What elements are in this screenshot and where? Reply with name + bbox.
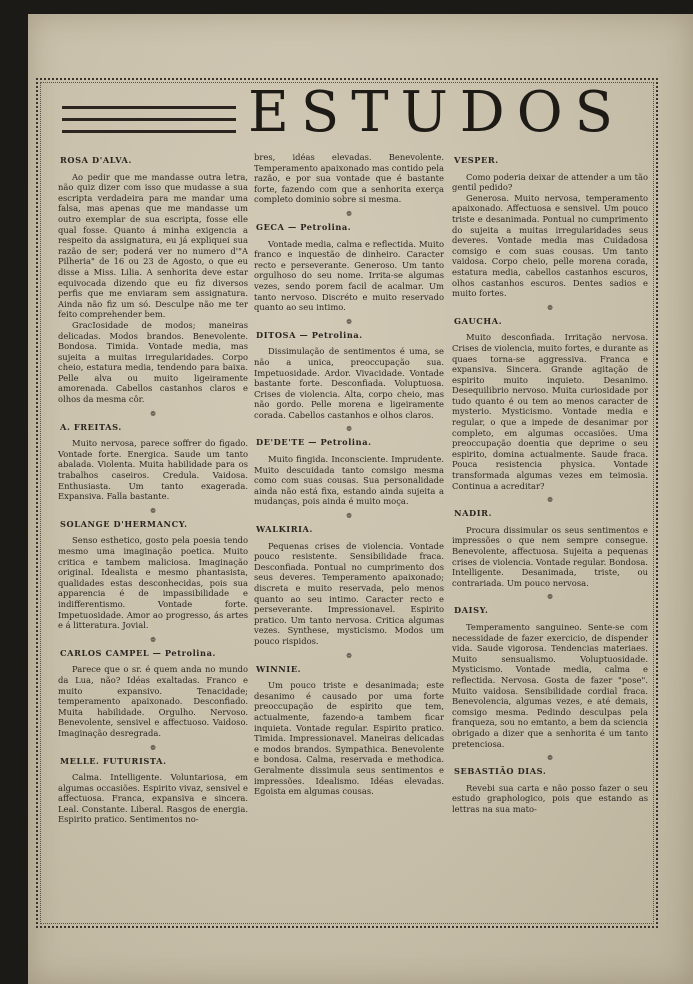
page-title: ESTUDOS (248, 80, 625, 145)
ornament-icon: ❁ (346, 425, 352, 434)
entry-paragraph: Generosa. Muito nervosa, temperamento apaixonado. Affectuosa e sensivel. Um pouco triste e desanimada. Pontual no cumprimento do sujeita a muitas irregularidades seus deveres. Vontade media mas Cuidadosa comsigo e com suas cousas. Um tanto vaidosa. Corpo cheio, pelle morena corada, estatura media, cabellos castanhos escuros, olhos castanhos escuros. Dentes sadios e muito fortes. (452, 192, 648, 299)
entry-heading: DITOSA — Petrolina. (256, 329, 363, 340)
column-1 (58, 152, 248, 922)
handwriting-study-entry (452, 605, 648, 749)
entry-heading: NADIR. (454, 508, 493, 519)
handwriting-study-entry (452, 316, 648, 492)
handwriting-study-entry (452, 766, 648, 814)
entry-heading: SOLANGE D'HERMANCY. (60, 518, 188, 529)
ornament-icon: ❁ (150, 409, 156, 418)
entry-paragraph: Senso esthetico, gosto pela poesia tendo mesmo uma imaginação poetica. Muito critica e tambem maliciosa. Imaginação original. Idealista e mesmo phantasista, qualidades estas desconhecidas, pois sua apparencia é de impassibilidade e indifferentismo. Vontade forte. Impetuosidade. Amor ao progresso, ás artes e á litteratura. Jovial. (58, 535, 248, 631)
entry-paragraph: Muito desconfiada. Irritação nervosa. Crises de violencia, muito fortes, e durante as quaes torna-se aggressiva. Franca e expansiva. Sincera. Grande agitação de espirito muito inquieto. Desanimo. Desequilibrio nervoso. Muita curiosidade por tudo quanto é ou tem ao menos caracter de mysterio. Mysticismo. Vontade media e regular, o que a impede de desanimar por completo, em algumas occasiões. Uma preoccupação doentia que deprime o seu espirito, domina actualmente. Saude fraca. Pouca resistencia physica. Vontade transformada algumas vezes em teimosia. Continua a acreditar? (452, 332, 648, 491)
entry-paragraph: Vontade media, calma e reflectida. Muito franco e inquestão de dinheiro. Caracter recto e perseverante. Generoso. Um tanto orgulhoso do seu nome. Irrita-se algumas vezes, sendo porem facil de acalmar. Um tanto nervoso. Discréto e muito reservado quanto ao seu intimo. (254, 238, 444, 313)
handwriting-study-entry (58, 422, 248, 502)
entry-paragraph: bres, idéas elevadas. Benevolente. Temperamento apaixonado mas contido pela razão, e por sua vontade que é bastante forte, fazendo com que a senhorita exerça completo dominio sobre si mesma. (254, 152, 444, 205)
ornament-icon: ❁ (346, 317, 352, 326)
entry-heading: GECA — Petrolina. (256, 221, 352, 232)
handwriting-study-entry (254, 330, 444, 421)
handwriting-study-entry (254, 222, 444, 313)
entry-heading: A. FREITAS. (60, 421, 122, 432)
handwriting-study-entry (254, 152, 444, 205)
entry-paragraph: Muito fingida. Inconsciente. Imprudente. Muito descuidada tanto comsigo mesma como com suas cousas. Sua personalidade ainda não está fixa, estando ainda sujeita a mudanças, pois ainda é muito moça. (254, 454, 444, 507)
ornament-icon: ❁ (150, 743, 156, 752)
entry-paragraph: Como poderia deixar de attender a um tão gentil pedido? (452, 171, 648, 193)
handwriting-study-entry (254, 664, 444, 797)
column-3 (452, 152, 648, 922)
handwriting-study-entry (452, 508, 648, 588)
handwriting-study-entry (254, 437, 444, 507)
entry-paragraph: Temperamento sanguineo. Sente-se com necessidade de fazer exercicio, de dispender vida. Saude vigorosa. Tendencias materiaes. Muito sensualismo. Voluptuosidade. Mysticismo. Vontade media, calma e reflectida. Nervosa. Gosta de fazer "pose". Muito vaidosa. Sensibilidade cordial fraca. Benevolencia, algumas vezes, e até demais, comsigo mesma. Pedindo desculpas pela franqueza, sou no emtanto, a bem da sciencia obrigado a dizer que a senhorita é um tanto pretenciosa. (452, 621, 648, 749)
ornament-icon: ❁ (547, 303, 553, 312)
title-rule (62, 130, 236, 133)
handwriting-study-entry (58, 155, 248, 405)
handwriting-study-entry (58, 756, 248, 826)
entry-heading: SEBASTIÃO DIAS. (454, 766, 547, 777)
handwriting-study-entry (58, 648, 248, 739)
entry-heading: CARLOS CAMPEL — Petrolina. (60, 647, 216, 658)
entry-paragraph: GracIosidade de modos; maneiras delicadas. Modos brandos. Benevolente. Bondosa. Timida. Vontade media, mas sujeita a muitas irregularidades. Corpo cheio, estatura media, tendendo para baixa. Pelle alva ou muito ligeiramente amorenada. Cabellos castanhos claros e olhos da mesma côr. (58, 319, 248, 405)
entry-heading: GAUCHA. (454, 315, 503, 326)
column-2 (254, 152, 444, 922)
ornament-icon: ❁ (547, 593, 553, 602)
entry-paragraph: Dissimulação de sentimentos é uma, se não a unica, preoccupação sua. Impetuosidade. Ardor. Vivacidade. Vontade bastante forte. Desconfiada. Voluptuosa. Crises de violencia. Alta, corpo cheio, mas não gordo. Pelle morena e ligeiramente corada. Cabellos castanhos e olhos claros. (254, 346, 444, 420)
entry-heading: MELLE. FUTURISTA. (60, 755, 167, 766)
ornament-icon: ❁ (547, 496, 553, 505)
ornament-icon: ❁ (150, 506, 156, 515)
entry-paragraph: Parece que o sr. é quem anda no mundo da Lua, não? Idéas exaltadas. Franco e muito expansivo. Tenacidade; temperamento apaixonado. Desconfiado. Muita habilidade. Orgulho. Nervoso. Benevolente, sensivel e affectuoso. Vaidoso. Imaginação desregrada. (58, 664, 248, 738)
handwriting-study-entry (254, 524, 444, 647)
ornament-icon: ❁ (346, 209, 352, 218)
ornament-icon: ❁ (150, 635, 156, 644)
entry-heading: DAISY. (454, 605, 489, 616)
entry-paragraph: Muito nervosa, parece soffrer do figado. Vontade forte. Energica. Saude um tanto abalada. Violenta. Muita habilidade para os trabalhos caseiros. Credula. Vaidosa. Enthusiasta. Um tanto exagerada. Expansiva. Falla bastante. (58, 438, 248, 502)
ornament-icon: ❁ (346, 512, 352, 521)
entry-heading: DE'DE'TE — Petrolina. (256, 437, 372, 448)
title-rule (62, 106, 236, 109)
entry-paragraph: Ao pedir que me mandasse outra letra, não quiz dizer com isso que mudasse a sua escripta verdadeira para me mandar uma falsa, mas apenas que me mandasse um outro exemplar de sua escripta, fosse elle qual fosse. Quanto á minha exigencia a respeito da assignatura, eu já expliquei sua razão de ser; poderá ver no numero d'"A Pilheria" de 16 ou 23 de Agosto, o que eu disse a Miss. Lilia. A senhorita deve estar equivocada dizendo que eu fiz diversos perfis que me enviaram sem assignatura. Ainda não fiz um só. Desculpe não me ter feito comprehender bem. (58, 171, 248, 320)
title-rule (62, 118, 236, 121)
entry-paragraph: Um pouco triste e desanimada; este desanimo é causado por uma forte preoccupação de espirito que tem, actualmente, fazendo-a tambem ficar inquieta. Vontade regular. Espirito pratico. Timida. Impressionavel. Maneiras delicadas e modos brandos. Sympathica. Benevolente e bondosa. Calma, reservada e methodica. Geralmente dissimula seus sentimentos e impressões. Idealismo. Idéas elevadas. Egoista em algumas cousas. (254, 680, 444, 797)
entry-heading: WINNIE. (256, 663, 302, 674)
entry-heading: VESPER. (454, 155, 499, 165)
entry-heading: WALKIRIA. (256, 524, 313, 535)
ornament-icon: ❁ (346, 651, 352, 660)
entry-paragraph: Calma. Intelligente. Voluntariosa, em algumas occasiões. Espirito vivaz, sensivel e affectuosa. Franca, expansiva e sincera. Leal. Constante. Liberal. Rasgos de energia. Espirito pratico. Sentimentos no- (58, 772, 248, 825)
entry-paragraph: Pequenas crises de violencia. Vontade pouco resistente. Sensibilidade fraca. Desconfiada. Pontual no cumprimento dos seus deveres. Temperamento apaixonado; discreta e muito reservada, pelo menos quanto ao seu intimo. Caracter recto e perseverante. Impressionavel. Espirito pratico. Um tanto nervosa. Critica algumas vezes. Synthese, mysticismo. Modos um pouco rispidos. (254, 540, 444, 646)
entry-paragraph: Revebi sua carta e não posso fazer o seu estudo graphologico, pois que estando as lettras na sua mato- (452, 782, 648, 814)
handwriting-study-entry (58, 519, 248, 631)
ornament-icon: ❁ (547, 754, 553, 763)
entry-heading: ROSA D'ALVA. (60, 155, 132, 165)
entry-paragraph: Procura dissimular os seus sentimentos e impressões o que nem sempre consegue. Benevolente, affectuosa. Sujeita a pequenas crises de violencia. Vontade regular. Bondosa. Intelligente. Desanimada, triste, ou contrariada. Um pouco nervosa. (452, 524, 648, 588)
handwriting-study-entry (452, 155, 648, 299)
